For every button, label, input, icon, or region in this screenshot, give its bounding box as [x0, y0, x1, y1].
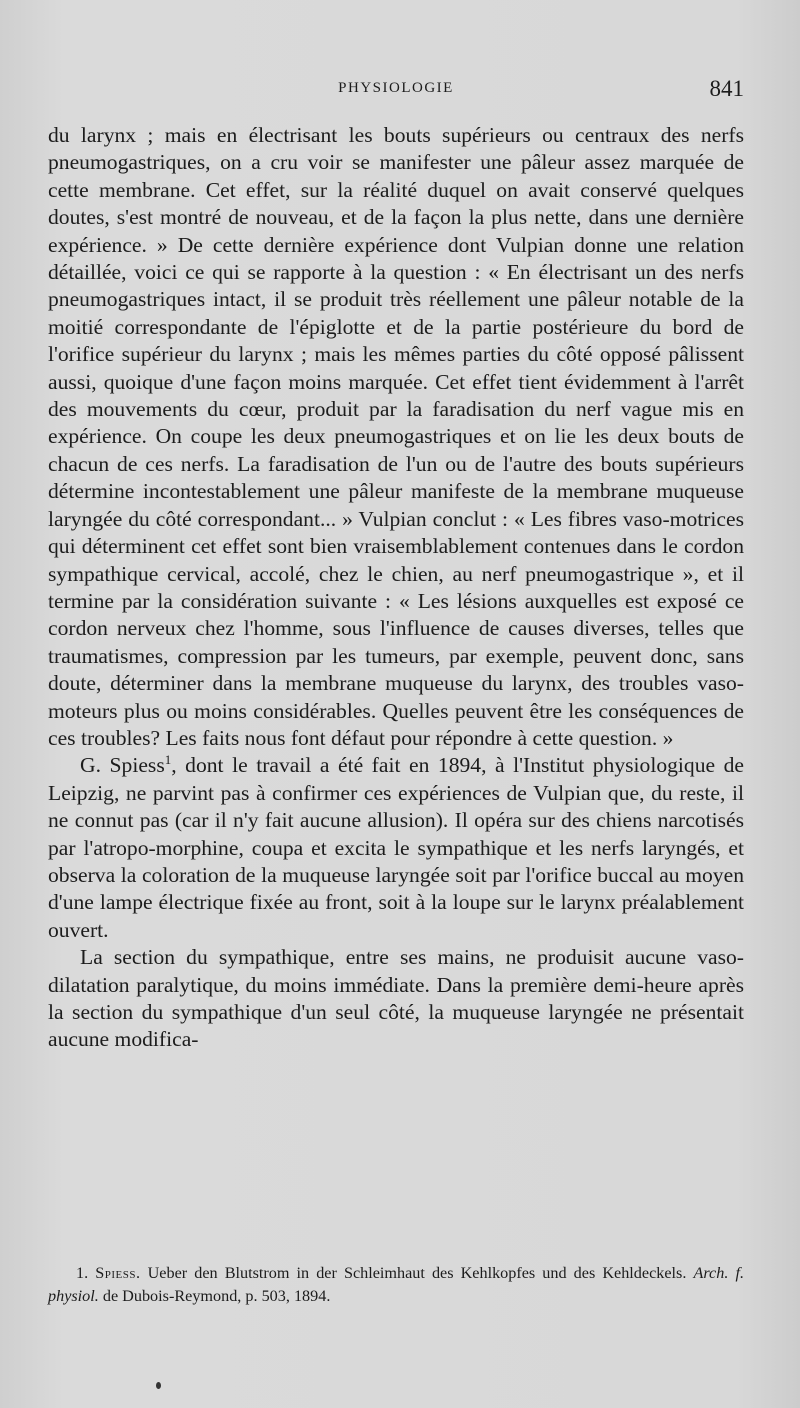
- footnote-reference[interactable]: 1: [164, 752, 172, 768]
- paragraph-section: La section du sympathique, entre ses mains, ne produisit aucune vaso-dilatation paralytique, du moins immédiate. Dans la première demi-heure après la section du sympathique d'un seul côté, la muqueuse laryngée ne présentait aucune modifica-: [48, 945, 744, 1052]
- paragraph-vulpian-quote: du larynx ; mais en électrisant les bouts supérieurs ou centraux des nerfs pneumogastriques, on a cru voir se manifester une pâleur assez marquée de cette membrane. Cet effet, sur la réalité duquel on avait conservé quelques doutes, s'est montré de nouveau, et de la façon la plus nette, dans une dernière expérience. » De cette dernière expérience dont Vulpian donne une relation détaillée, voici ce qui se rapporte à la question : « En électrisant un des nerfs pneumogastriques intact, il se produit très réellement une pâleur notable de la moitié correspondante de l'épiglotte et de la partie postérieure du bord de l'orifice supérieur du larynx ; mais les mêmes parties du côté opposé pâlissent aussi, quoique d'une façon moins marquée. Cet effet tient évidemment à l'arrêt des mouvements du cœur, produit par la faradisation du nerf vague mis en expérience. On coupe les deux pneumogastriques et on lie les deux bouts de chacun de ces nerfs. La faradisation de l'un ou de l'autre des bouts supérieurs détermine incontestablement une pâleur manifeste de la membrane muqueuse laryngée du côté correspondant... » Vulpian conclut : « Les fibres vaso-motrices qui déterminent cet effet sont bien vraisemblablement contenues dans le cordon sympathique cervical, accolé, chez le chien, au nerf pneumogastrique », et il termine par la considération suivante : « Les lésions auxquelles est exposé ce cordon nerveux chez l'homme, sous l'influence de causes diverses, telles que traumatismes, compression par les tumeurs, par exemple, peuvent donc, sans doute, déterminer dans la membrane muqueuse du larynx, des troubles vaso-moteurs plus ou moins considérables. Quelles peuvent être les conséquences de ces troubles? Les faits nous font défaut pour répondre à cette question. »: [48, 123, 744, 750]
- footnote-journal: Arch. f. physiol.: [48, 1264, 745, 1305]
- body-text: [48, 122, 744, 1054]
- footnote-author: Spiess.: [95, 1264, 141, 1282]
- footnote: [48, 1262, 744, 1308]
- running-head: PHYSIOLOGIE: [338, 80, 454, 96]
- ink-speck: [156, 1382, 161, 1389]
- footnote-title: Ueber den Blutstrom in der Schleimhaut des Kehlkopfes und des Kehldeckels.: [140, 1264, 694, 1282]
- author-name: G. Spiess: [80, 753, 165, 778]
- page-number: 841: [709, 76, 744, 101]
- paragraph-spiess: G. Spiess$^1$, dont le travail a été fait en 1894, à l'Institut physiologique de Leipzig, ne parvint pas à confirmer ces expériences de Vulpian que, du reste, il ne connut pas (car il n'y fait aucune allusion). Il opéra sur des chiens narcotisés par l'atropo-morphine, coupa et excita le sympathique et les nerfs laryngés, et observa la coloration de la muqueuse laryngée soit par l'orifice buccal au moyen d'une lampe électrique fixée au front, soit à la loupe sur le larynx préalablement ouvert.: [48, 752, 745, 942]
- footnote-source: de Dubois-Reymond, p. 503, 1894.: [98, 1287, 331, 1305]
- page-header: [48, 76, 744, 106]
- footnote-number: 1.: [76, 1264, 89, 1282]
- paragraph-spiess-text: dont le travail a été fait en 1894, à l'Institut physiologique de Leipzig, ne parvint pas à confirmer ces expériences de Vulpian que, du reste, il ne connut pas (car il n'y fait aucune allusion). Il opéra sur des chiens narcotisés par l'atropo-morphine, coupa et excita le sympathique et les nerfs laryngés, et observa la coloration de la muqueuse laryngée soit par l'orifice buccal au moyen d'une lampe électrique fixée au front, soit à la loupe sur le larynx préalablement ouvert.: [48, 753, 745, 942]
